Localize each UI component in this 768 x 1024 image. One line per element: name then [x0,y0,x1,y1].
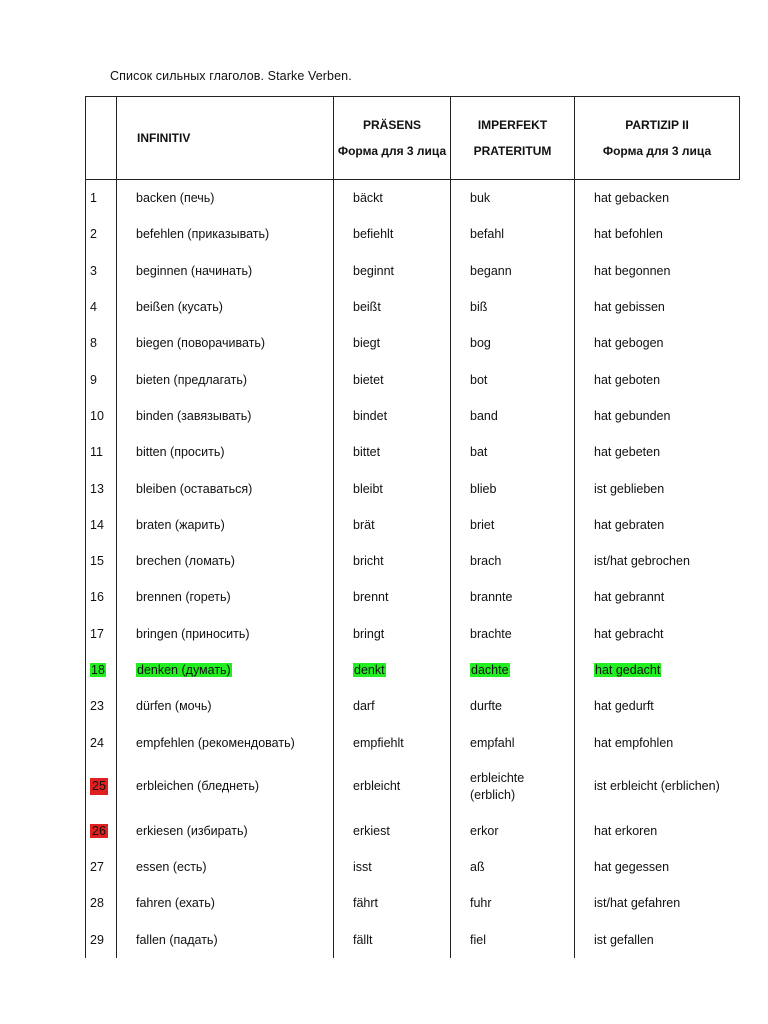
prasens-text: befiehlt [353,227,394,242]
table-row [86,253,740,289]
imperfekt-text: bot [470,372,488,387]
table-row [86,325,740,361]
partizip-text: hat geboten [594,372,661,387]
row-number: 9 [90,372,97,387]
table-row [86,761,740,813]
imperfekt-cell [451,470,575,506]
table-row [86,688,740,724]
header-infinitiv-label: INFINITIV [137,131,191,145]
row-number: 27 [90,860,104,875]
infinitiv-text: binden (завязывать) [136,408,252,423]
partizip-cell [575,761,740,813]
row-number: 17 [90,626,104,641]
infinitiv-cell [117,885,334,921]
prasens-text: fährt [353,896,379,911]
imperfekt-cell [451,849,575,885]
row-number-cell [86,398,117,434]
header-partizip-title: PARTIZIP II [625,118,689,132]
table-row [86,289,740,325]
partizip-text: hat gebeten [594,445,661,460]
table-row [86,922,740,958]
prasens-text: brät [353,517,375,532]
prasens-text: biegt [353,336,381,351]
imperfekt-cell [451,507,575,543]
row-number: 11 [90,445,103,460]
prasens-cell [334,289,451,325]
header-imperfekt [451,97,575,180]
row-number: 8 [90,336,97,351]
partizip-cell [575,398,740,434]
imperfekt-text: biß [470,300,488,315]
imperfekt-cell [451,761,575,813]
row-number-cell [86,543,117,579]
infinitiv-text: brennen (гореть) [136,590,231,605]
infinitiv-text: befehlen (приказывать) [136,227,270,242]
imperfekt-cell [451,543,575,579]
infinitiv-text: backen (печь) [136,191,215,206]
imperfekt-cell [451,398,575,434]
infinitiv-cell [117,813,334,849]
partizip-cell [575,652,740,688]
prasens-text: bietet [353,372,384,387]
partizip-text: ist/hat gebrochen [594,554,690,569]
header-prasens-title: PRÄSENS [362,118,421,132]
row-number-cell [86,616,117,652]
row-number-cell [86,361,117,397]
partizip-cell [575,289,740,325]
infinitiv-text: bringen (приносить) [136,626,250,641]
infinitiv-cell [117,398,334,434]
table-row [86,616,740,652]
partizip-text: hat befohlen [594,227,663,242]
header-number [86,97,117,180]
prasens-text: darf [353,699,375,714]
row-number: 13 [90,481,104,496]
table-row [86,885,740,921]
row-number: 10 [90,408,104,423]
imperfekt-cell [451,579,575,615]
imperfekt-text: aß [470,860,485,875]
partizip-cell [575,616,740,652]
table-row [86,849,740,885]
row-number-cell [86,180,117,217]
table-row [86,216,740,252]
imperfekt-text: begann [470,263,512,278]
row-number: 23 [90,699,104,714]
row-number-cell [86,652,117,688]
row-number-cell [86,507,117,543]
partizip-cell [575,543,740,579]
partizip-cell [575,361,740,397]
infinitiv-cell [117,253,334,289]
header-infinitiv [117,97,334,180]
prasens-text: bittet [353,445,381,460]
infinitiv-text: brechen (ломать) [136,554,235,569]
row-number-cell [86,253,117,289]
infinitiv-cell [117,507,334,543]
partizip-cell [575,813,740,849]
row-number-cell [86,434,117,470]
imperfekt-text: briet [470,517,495,532]
header-partizip-subtitle: Форма для 3 лица [602,144,712,158]
infinitiv-text: empfehlen (рекомендовать) [136,735,295,750]
partizip-cell [575,688,740,724]
partizip-text: ist/hat gefahren [594,896,681,911]
infinitiv-text: erkiesen (избирать) [136,823,248,838]
header-imperfekt-title: IMPERFEKT [477,118,548,132]
prasens-cell [334,398,451,434]
partizip-text: hat begonnen [594,263,671,278]
partizip-cell [575,507,740,543]
row-number: 24 [90,735,104,750]
table-row [86,543,740,579]
prasens-text: bleibt [353,481,383,496]
prasens-cell [334,724,451,760]
partizip-cell [575,180,740,217]
imperfekt-cell [451,688,575,724]
partizip-text: hat erkoren [594,823,658,838]
row-number: 18 [91,663,105,677]
prasens-text: empfiehlt [353,735,404,750]
prasens-text: beißt [353,300,381,315]
row-number: 1 [90,191,97,206]
prasens-cell [334,579,451,615]
table-row [86,507,740,543]
partizip-text: hat gebunden [594,408,671,423]
imperfekt-text: durfte [470,699,502,714]
partizip-text: hat gebracht [594,626,664,641]
prasens-text: beginnt [353,263,395,278]
partizip-cell [575,470,740,506]
imperfekt-text: brannte [470,590,513,605]
partizip-cell [575,579,740,615]
prasens-text: isst [353,860,372,875]
row-number: 29 [90,932,104,947]
prasens-cell [334,253,451,289]
infinitiv-cell [117,180,334,217]
imperfekt-cell [451,434,575,470]
infinitiv-text: biegen (поворачивать) [136,336,266,351]
infinitiv-cell [117,761,334,813]
imperfekt-text: empfahl [470,735,515,750]
partizip-text: hat gebrannt [594,590,665,605]
infinitiv-text: bieten (предлагать) [136,372,247,387]
prasens-cell [334,885,451,921]
imperfekt-cell [451,361,575,397]
infinitiv-cell [117,579,334,615]
partizip-cell [575,885,740,921]
document-title: Список сильных глаголов. Starke Verben. [110,69,352,83]
infinitiv-cell [117,470,334,506]
infinitiv-text: beginnen (начинать) [136,263,253,278]
row-number: 14 [90,517,104,532]
imperfekt-text: brach [470,554,502,569]
row-number-cell [86,813,117,849]
infinitiv-cell [117,361,334,397]
infinitiv-cell [117,724,334,760]
prasens-cell [334,688,451,724]
infinitiv-cell [117,922,334,958]
table-row [86,579,740,615]
row-number-cell [86,325,117,361]
header-imperfekt-subtitle: PRATERITUM [473,144,552,158]
infinitiv-text: bitten (просить) [136,445,225,460]
infinitiv-cell [117,543,334,579]
imperfekt-text: band [470,408,498,423]
infinitiv-cell [117,216,334,252]
partizip-text: hat gebacken [594,191,670,206]
infinitiv-text: bleiben (оставаться) [136,481,253,496]
header-prasens [334,97,451,180]
partizip-text: hat gebogen [594,336,664,351]
row-number: 25 [92,779,106,794]
prasens-cell [334,761,451,813]
table-row [86,470,740,506]
partizip-text: hat gedurft [594,699,654,714]
row-number: 28 [90,896,104,911]
infinitiv-cell [117,289,334,325]
infinitiv-cell [117,652,334,688]
row-number-cell [86,216,117,252]
prasens-text: brennt [353,590,389,605]
imperfekt-text: buk [470,191,491,206]
partizip-cell [575,724,740,760]
row-number-cell [86,849,117,885]
imperfekt-cell [451,885,575,921]
imperfekt-cell [451,180,575,217]
table-row [86,724,740,760]
row-number-cell [86,688,117,724]
partizip-cell [575,325,740,361]
prasens-text: bringt [353,626,385,641]
infinitiv-cell [117,688,334,724]
infinitiv-text: braten (жарить) [136,517,225,532]
prasens-cell [334,434,451,470]
imperfekt-cell [451,813,575,849]
row-number: 15 [90,554,104,569]
infinitiv-text: fahren (ехать) [136,896,215,911]
infinitiv-cell [117,849,334,885]
infinitiv-text: erbleichen (бледнеть) [136,779,260,794]
imperfekt-text: erkor [470,823,499,838]
partizip-text: hat gedacht [595,663,661,677]
prasens-text: bäckt [353,191,383,206]
infinitiv-cell [117,434,334,470]
imperfekt-alt-text: (erblich) [470,787,516,802]
prasens-text: erbleicht [353,779,401,794]
imperfekt-cell [451,216,575,252]
row-number: 16 [90,590,104,605]
partizip-cell [575,253,740,289]
table-row [86,652,740,688]
prasens-cell [334,543,451,579]
partizip-cell [575,922,740,958]
partizip-text: hat empfohlen [594,735,674,750]
row-number-cell [86,922,117,958]
prasens-cell [334,216,451,252]
table-row [86,398,740,434]
prasens-cell [334,849,451,885]
prasens-cell [334,507,451,543]
imperfekt-cell [451,289,575,325]
table-row [86,361,740,397]
prasens-text: erkiest [353,823,390,838]
partizip-text: ist gefallen [594,932,654,947]
row-number: 4 [90,300,97,315]
table-header-row [86,97,740,180]
infinitiv-text: denken (думать) [137,663,231,677]
row-number-cell [86,470,117,506]
prasens-text: fällt [353,932,373,947]
imperfekt-text: bog [470,336,491,351]
prasens-cell [334,325,451,361]
strong-verbs-table [85,96,740,958]
row-number: 3 [90,263,97,278]
imperfekt-text: erbleichte [470,770,525,785]
imperfekt-text: dachte [471,663,509,677]
header-partizip [575,97,740,180]
row-number-cell [86,579,117,615]
partizip-text: ist geblieben [594,481,665,496]
infinitiv-text: beißen (кусать) [136,300,223,315]
row-number: 26 [92,823,106,838]
imperfekt-text: brachte [470,626,512,641]
prasens-cell [334,470,451,506]
infinitiv-text: dürfen (мочь) [136,699,212,714]
row-number-cell [86,761,117,813]
infinitiv-cell [117,325,334,361]
imperfekt-cell [451,724,575,760]
imperfekt-cell [451,922,575,958]
imperfekt-text: fiel [470,932,486,947]
partizip-cell [575,216,740,252]
partizip-cell [575,434,740,470]
prasens-text: denkt [354,663,385,677]
infinitiv-text: essen (есть) [136,860,207,875]
row-number-cell [86,724,117,760]
imperfekt-text: befahl [470,227,505,242]
row-number-cell [86,885,117,921]
verb-rows [86,180,740,958]
partizip-text: hat gebissen [594,300,665,315]
table-row [86,813,740,849]
imperfekt-cell [451,652,575,688]
imperfekt-text: bat [470,445,488,460]
table-row [86,180,740,217]
prasens-text: bricht [353,554,384,569]
header-prasens-subtitle: Форма для 3 лица [337,144,447,158]
imperfekt-cell [451,253,575,289]
prasens-cell [334,616,451,652]
imperfekt-cell [451,325,575,361]
imperfekt-text: blieb [470,481,497,496]
row-number-cell [86,289,117,325]
prasens-cell [334,652,451,688]
partizip-text: hat gegessen [594,860,670,875]
table-row [86,434,740,470]
prasens-cell [334,180,451,217]
partizip-cell [575,849,740,885]
imperfekt-cell [451,616,575,652]
partizip-text: hat gebraten [594,517,665,532]
infinitiv-cell [117,616,334,652]
prasens-cell [334,813,451,849]
imperfekt-text: fuhr [470,896,492,911]
partizip-text: ist erbleicht (erblichen) [594,779,720,794]
infinitiv-text: fallen (падать) [136,932,218,947]
prasens-cell [334,922,451,958]
row-number: 2 [90,227,97,242]
prasens-cell [334,361,451,397]
prasens-text: bindet [353,408,388,423]
